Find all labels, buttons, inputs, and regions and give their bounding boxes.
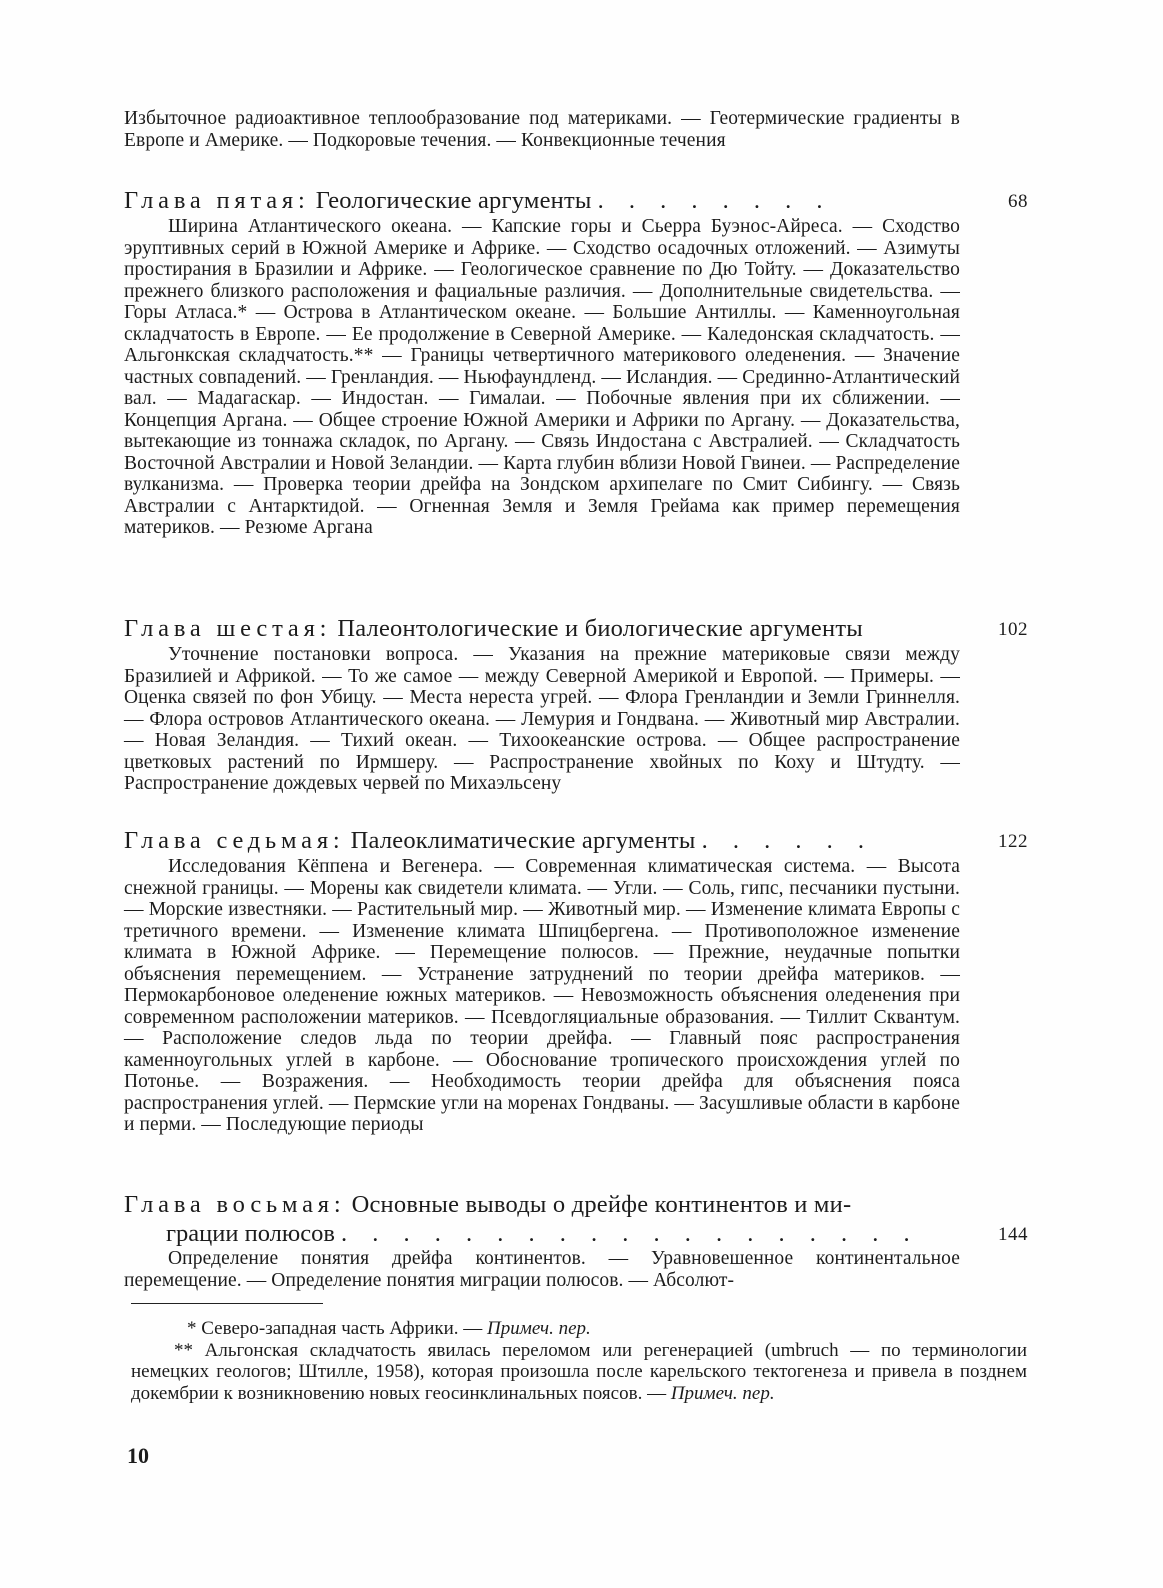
chapter-summary: Определение понятия дрейфа континентов. — Уравновешенное континентальное перемещение. — Определение понятия миграции полюсов. — Абсолют-	[124, 1248, 960, 1291]
leader-dots: . . . . . .	[701, 827, 874, 854]
chapter-title: Палеоклиматические аргументы	[350, 827, 696, 854]
chapter-heading	[124, 614, 1032, 644]
footnote-two	[131, 1340, 1027, 1405]
chapter-eight	[124, 1190, 1032, 1291]
chapter-title: Геологические аргументы	[315, 187, 592, 214]
footnote-text: * Северо-западная часть Африки. —	[187, 1318, 483, 1339]
chapter-heading	[124, 826, 1032, 856]
chapter-page-number: 102	[998, 619, 1028, 640]
footnotes	[131, 1318, 1027, 1404]
leader-dots: . . . . . . . . . . . . . . . . . . .	[341, 1220, 920, 1247]
chapter-label: Глава седьмая:	[124, 827, 345, 854]
page-number: 10	[127, 1443, 149, 1468]
footnote-source: Примеч. пер.	[487, 1318, 591, 1339]
chapter-title-continuation	[166, 1219, 919, 1249]
chapter-heading	[124, 186, 1032, 216]
leader-dots: . . . . . . . .	[597, 187, 833, 214]
chapter-label: Глава пятая:	[124, 187, 310, 214]
chapter-title: Основные выводы о дрейфе континентов и ми-	[351, 1191, 852, 1218]
footnote-source: Примеч. пер.	[670, 1382, 775, 1404]
footnote-text: ** Альгонская складчатость явилась переломом или регенерацией (umbruch — по терминологии немецких геологов; Штилле, 1958), которая произошла после карельского тектогенеза и привела в позднем докембрии к возникновению новых геосинклинальных поясов. —	[131, 1339, 1027, 1404]
chapter-page-number: 144	[998, 1224, 1028, 1245]
chapter-six	[124, 614, 1032, 795]
chapter-title: Палеонтологические и биологические аргументы	[337, 615, 863, 642]
chapter-summary: Исследования Кёппена и Вегенера. — Современная климатическая система. — Высота снежной границы. — Морены как свидетели климата. — Угли. — Соль, гипс, песчаники пустыни. — Морские известняки. — Растительный мир. — Животный мир. — Изменение климата Европы с третичного времени. — Изменение климата Шпицбергена. — Противоположное изменение климата в Южной Африке. — Перемещение полюсов. — Прежние, неудачные попытки объяснения перемещением. — Устранение затруднений по теории дрейфа материков. — Пермокарбоновое оледенение южных материков. — Невозможность объяснения оледенения при современном расположении материков. — Псевдогляциальные образования. — Тиллит Сквантум. — Расположение следов льда по теории дрейфа. — Главный пояс распространения каменноугольных углей в карбоне. — Обоснование тропического происхождения углей по Потонье. — Возражения. — Необходимость теории дрейфа для объяснения пояса распространения углей. — Пермские угли на моренах Гондваны. — Засушливые области в карбоне и перми. — Последующие периоды	[124, 856, 960, 1135]
chapter-label: Глава шестая:	[124, 615, 332, 642]
chapter-page-number: 122	[998, 831, 1028, 852]
chapter-page-number: 68	[1008, 191, 1028, 212]
chapter-seven	[124, 826, 1032, 1136]
chapter-label: Глава восьмая:	[124, 1191, 346, 1218]
footnote-one	[131, 1318, 1027, 1340]
footnote-rule	[131, 1303, 323, 1304]
chapter-five	[124, 186, 1032, 539]
chapter-heading	[124, 1190, 1032, 1248]
chapter-summary: Уточнение постановки вопроса. — Указания на прежние материковые связи между Бразилией и Африкой. — То же самое — между Северной Америкой и Европой. — Примеры. — Оценка связей по фон Убицу. — Места нереста угрей. — Флора Гренландии и Земли Гриннелля. — Флора островов Атлантического океана. — Лемурия и Гондвана. — Животный мир Австралии. — Новая Зеландия. — Тихий океан. — Тихоокеанские острова. — Общее распространение цветковых растений по Ирмшеру. — Распространение хвойных по Коху и Штудту. — Распространение дождевых червей по Михаэльсену	[124, 644, 960, 794]
intro-paragraph: Избыточное радиоактивное теплообразование под материками. — Геотермические градиенты в Европе и Америке. — Подкоровые течения. — Конвекционные течения	[124, 108, 960, 151]
chapter-summary: Ширина Атлантического океана. — Капские горы и Сьерра Буэнос-Айреса. — Сходство эруптивных серий в Южной Америке и Африке. — Сходство осадочных отложений. — Азимуты простирания в Бразилии и Африке. — Геологическое сравнение по Дю Тойту. — Доказательство прежнего близкого расположения и фациальные различия. — Дополнительные свидетельства. — Горы Атласа.* — Острова в Атлантическом океане. — Большие Антиллы. — Каменноугольная складчатость в Европе. — Ее продолжение в Северной Америке. — Каледонская складчатость. — Альгонкская складчатость.** — Границы четвертичного материкового оледенения. — Значение частных совпадений. — Гренландия. — Ньюфаундленд. — Исландия. — Срединно-Атлантический вал. — Мадагаскар. — Индостан. — Гималаи. — Побочные явления при их сближении. — Концепция Аргана. — Общее строение Южной Америки и Африки по Аргану. — Доказательства, вытекающие из тоннажа складок, по Аргану. — Связь Индостана с Австралией. — Складчатость Восточной Австралии и Новой Зеландии. — Карта глубин вблизи Новой Гвинеи. — Распределение вулканизма. — Проверка теории дрейфа на Зондском архипелаге по Смит Сибингу. — Связь Австралии с Антарктидой. — Огненная Земля и Земля Грейама как пример перемещения материков. — Резюме Аргана	[124, 216, 960, 538]
chapter-title-line2: грации полюсов	[166, 1220, 335, 1247]
